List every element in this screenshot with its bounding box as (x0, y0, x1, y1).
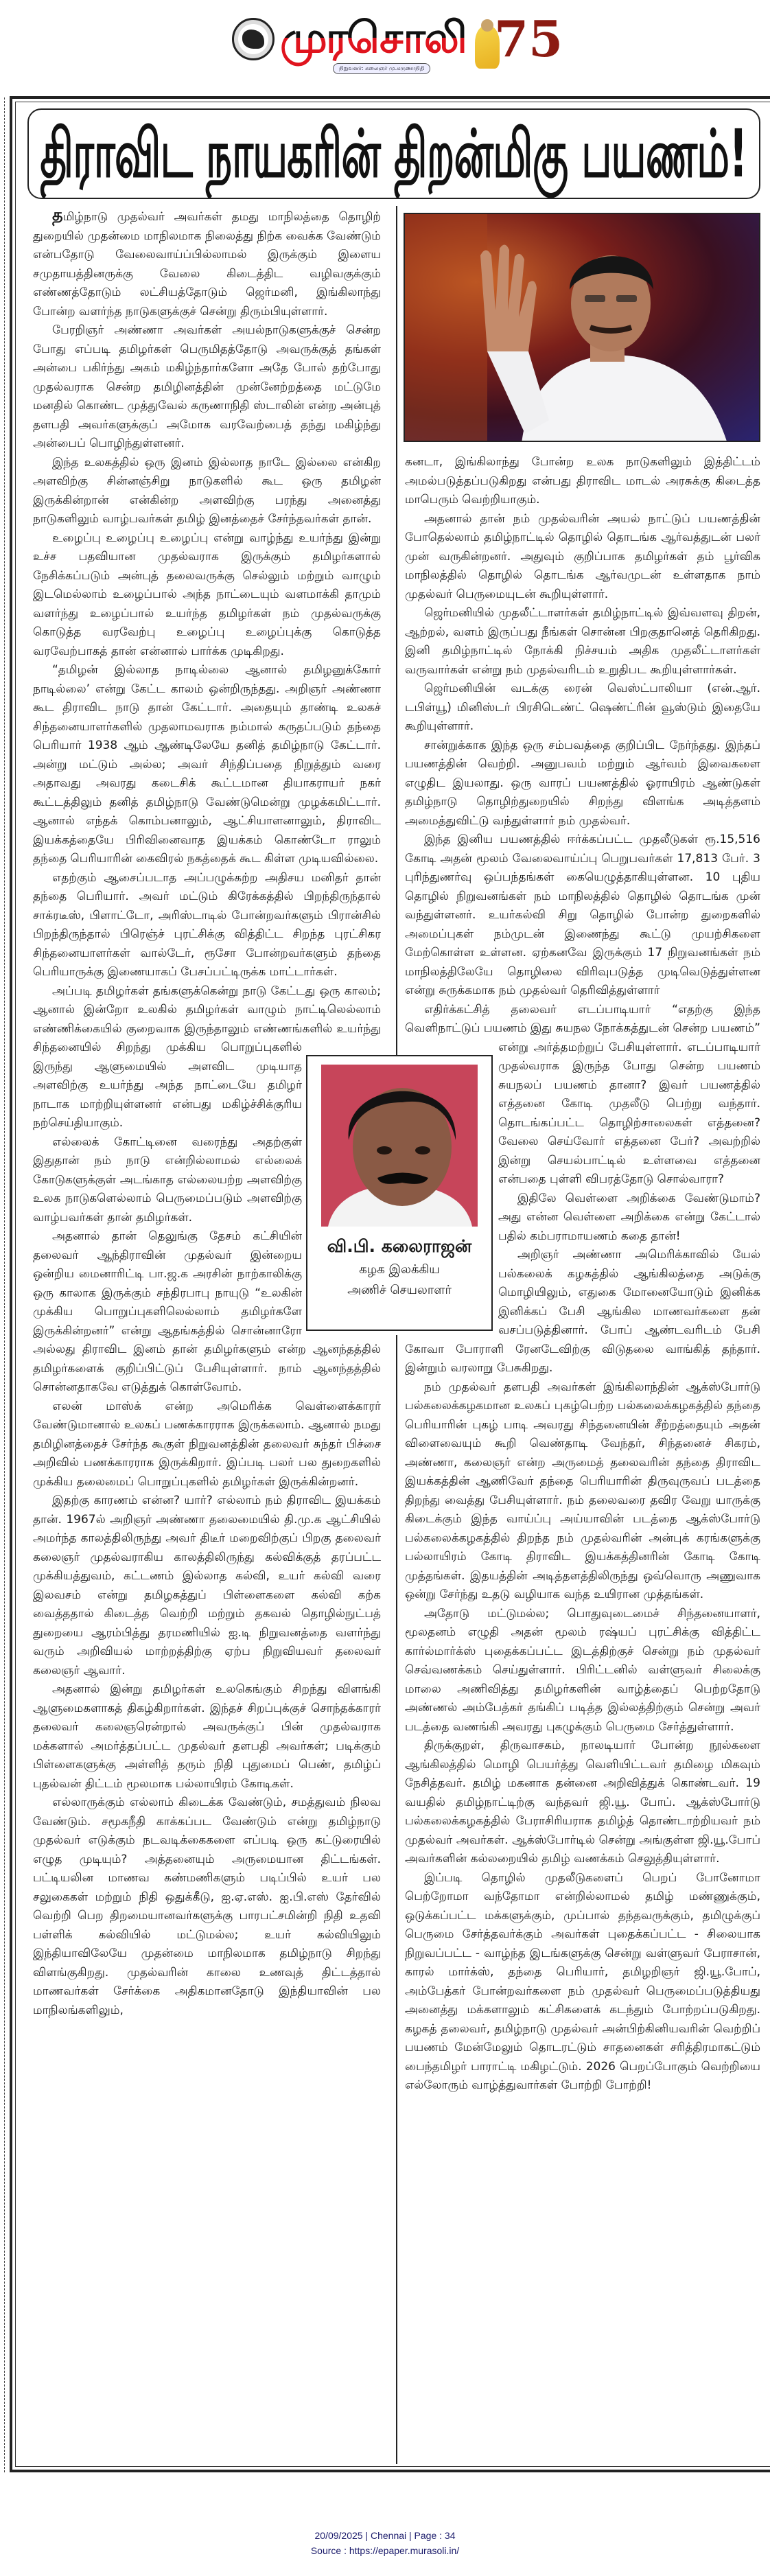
article-paragraph: நம் முதல்வர் தளபதி அவர்கள் இங்கிலாந்தின் ஆக்ஸ்போர்டு பல்கலைக்கழகமான உலகப் புகழ்பெற்ற பல்கலைக்கழகத்தில் தந்தை பெரியாரின் புகழ் பாடி அவரது சிந்தனையின் சீற்றத்தையும் அதன் விளைவையும் கூறி வெண்தாடி வேந்தர், சிந்தனைச் சிகரம், அண்ணா, கலைஞர் என்ற அருமைத் தலைவரின் தந்தை திராவிட இயக்கத்தின் ஆணிவேர் தந்தை பெரியாரின் திருவுருவப் படத்தை திறந்து வைத்து பேசியுள்ளார். நம் தலைவரை தவிர வேறு யாருக்கு கிடைக்கும் இந்த வாய்ப்பு அய்யாவின் படத்தை ஆக்ஸ்போர்டு பல்கலைக்கழகத்தில் திறந்த நம் முதல்வரின் அன்புக் கரங்களுக்கு பல்லாயிரம் கோடி திராவிட இயக்கத்தினரின் கோடி கோடி முத்தங்கள். இதயத்தின் அடித்தளத்திலிருந்து ஒவ்வொரு அணுவாக ஒன்று சேர்ந்து உதடு வழியாக வந்த உயிரான முத்தங்கள். (405, 1380, 760, 1601)
article-paragraph: அதனால் தான் தெலுங்கு தேசம் கட்சியின் தலைவர் ஆந்திராவின் முதல்வர் இன்றைய ஒன்றிய மைனாரிட்டி பா.ஜ.க அரசின் நாற்காலிக்கு ஒரு காலாக இருக்கும் சந்திரபாபு நாயுடு “உலகின் முக்கிய பொறுப்புகளிலெல்லாம் தமிழர்களே இருக்கின்றனர்” என்று ஆதங்கத்தில் சொன்னாரோ அல்லது திராவிட இனம் தான் தமிழர்களும் என்ற ஆனந்தத்தில் தமிழர்களைக் குறிப்பிட்டுப் பேசியுள்ளார். நாம் ஆனந்தத்தில் சொன்னதாகவே எடுத்துக் கொள்வோம். (33, 1229, 381, 1394)
cut-line (4, 97, 5, 2472)
source-link[interactable]: Source : https://epaper.murasoli.in/ (310, 2545, 460, 2556)
article-paragraph: பேரறிஞர் அண்ணா அவர்கள் அயல்நாடுகளுக்குச் சென்ற போது எப்படி தமிழர்கள் பெருமிதத்தோடு அவருக்குத் தங்கள் அன்பை பகிர்ந்து அகம் மகிழ்ந்தார்களோ அதே போல் தற்போது முதல்வராக சென்ற தமிழினத்தின் முன்னேற்றத்தை மட்டுமே மனதில் கொண்ட முத்துவேல் கருணாநிதி ஸ்டாலின் என்ற அன்புத் தளபதி அவர்களுக்குப் அமோக வரவேற்பைத் தந்து மகிழ்ந்து அன்பைப் பொழிந்துள்ளனர். (33, 323, 381, 450)
waving-leader-image (405, 214, 760, 442)
author-photo (321, 1065, 478, 1227)
author-role-line2: அணிச் செயலாளர் (347, 1283, 452, 1297)
author-box (306, 1055, 493, 1331)
headline: திராவிட நாயகரின் திறன்மிகு பயணம்! (40, 115, 748, 192)
article-paragraph: ஜெர்மனியின் வடக்கு ரைன் வெஸ்ட்பாலியா (என்.ஆர். டபிள்யூ) மினிஸ்டர் பிரசிடெண்ட் ஷெண்ட்ரின் வூஸ்டும் இதையே கூறியுள்ளார். (405, 682, 760, 733)
column-divider (396, 1335, 397, 2464)
chief-minister-photo (404, 213, 760, 442)
edition-info: 20/09/2025 | Chennai | Page : 34 (314, 2530, 456, 2541)
article-paragraph: இந்த இனிய பயணத்தில் ஈர்க்கப்பட்ட முதலீடுகள் ரூ.15,516 கோடி அதன் மூலம் வேலைவாய்ப்பு பெறுபவர்கள் 17,813 பேர். 3 புரிந்துணர்வு ஒப்பந்தங்கள் கையெழுத்தாகியுள்ளன. 10 புதிய தொழில் நிறுவனங்கள் நம் மாநிலத்தில் தொழில் தொடங்க முன் வந்துள்ளனர். உயர்கல்வி சிறு தொழில் போன்ற துறைகளில் அமைப்புகள் நம்முடன் இணைந்து கூட்டு முயற்சிகளை மேற்கொள்ள உள்ளன. ஏற்கனவே இருக்கும் 17 நிறுவனங்கள் நம் மாநிலத்திலேயே தொழிலை விரிவுபடுத்த முடிவெடுத்துள்ளன என்று சுருக்கமாக நம் முதல்வர் தெரிவித்துள்ளார் (405, 833, 760, 997)
article-paragraph: அதோடு மட்டுமல்ல; பொதுவுடைமைச் சிந்தனையாளர், மூலதனம் எழுதி அதன் மூலம் ரஷ்யப் புரட்சிக்கு வித்திட்ட கார்ல்மார்க்ஸ் புதைக்கப்பட்ட இடத்திற்குச் சென்று நம் முதல்வர் செவ்வணக்கம் செய்துள்ளார். பிரிட்டனில் வள்ளுவர் சிலைக்கு மாலை அணிவித்து தமிழர்களின் வாழ்த்தைப் பெற்றதோடு அண்ணல் அம்பேத்கர் தங்கிப் படித்த இல்லத்திற்கும் சென்று அவர் படத்தை வணங்கி அவரது புகழுக்கும் பெருமை சேர்த்துள்ளார். (405, 1606, 760, 1734)
article-paragraph: இதற்கு காரணம் என்ன? யார்? எல்லாம் நம் திராவிட இயக்கம் தான். 1967ல் அறிஞர் அண்ணா தலைமையில் தி.மு.க ஆட்சியில் அமர்ந்த காலத்திலிருந்து அவர் திடீர் மறைவிற்குப் பிறகு தலைவர் கலைஞர் முதல்வராகிய காலத்திலிருந்து கல்விக்குத் தரப்பட்ட முக்கியத்துவம், கட்டணம் இல்லாத கல்வி, உயர் கல்வி வரை இலவசம் என்று தமிழகத்துப் பிள்ளைகளை கல்வி கற்க வைத்ததால் கிடைத்த வெற்றி மற்றும் தகவல் தொழில்நுட்பத் துறையை ஆரம்பித்து தரமணியில் ஐ.டி நிறுவனத்தை வளர்ந்து வரும் அறிவியல் மாற்றத்திற்கு ஏற்ப நிறுவியவர் தலைவர் கலைஞர் ஆவார். (33, 1494, 381, 1678)
article-paragraph: திருக்குறள், திருவாசகம், நாலடியார் போன்ற நூல்களை ஆங்கிலத்தில் மொழி பெயர்த்து வெளியிட்டவர் தமிழை மிகவும் நேசித்தவர். தமிழ் மகனாக தன்னை அறிவித்துக் கொண்டவர். 19 வயதில் தமிழ்நாட்டிற்கு வந்தவர் ஜி.யூ. போப். ஆக்ஸ்போர்டு பல்கலைக்கழகத்தில் பேராசிரியராக தமிழ்த் தொண்டாற்றியவர் நம் முதல்வர் அவர்கள். ஆக்ஸ்போர்டில் சென்று அங்குள்ள ஜி.யூ.போப் அவர்களின் கல்லறையில் தமிழ் வணக்கம் செலுத்தியுள்ளார். (405, 1739, 760, 1866)
author-role-line1: கழக இலக்கிய (359, 1262, 440, 1277)
drop-cap: த (52, 205, 63, 224)
article-paragraph: சான்றுக்காக இந்த ஒரு சம்பவத்தை குறிப்பிட நேர்ந்தது. இந்தப் பயணத்தின் வெற்றி. அனுபவம் மற்றும் ஆர்வம் இவைகளை எழுதிட இயலாது. ஒரு வாரப் பயணத்தில் ஓராயிரம் ஆண்டுகள் தமிழ்நாடு தொழிற்துறையில் சிறந்து விளங்க அடித்தளம் அமைத்துவிட்டு வந்துள்ளார் நம் முதல்வர். (405, 738, 760, 828)
author-name: வி.பி. கலைராஜன் (327, 1236, 472, 1256)
article-paragraph: அதனால் தான் நம் முதல்வரின் அயல் நாட்டுப் பயணத்தின் போதெல்லாம் தமிழ்நாட்டில் தொழில் தொடங்க ஆர்வத்துடன் பலர் முன் வருகின்றனர். அதுவும் குறிப்பாக தமிழர்கள் தம் பூர்விக மாநிலத்தில் தொழில் தொடங்க ஆர்வமுடன் உள்ளதாக நாம் முதல்வர் பெருமையுடன் கூறியுள்ளார். (405, 511, 760, 601)
anniversary-badge (474, 10, 563, 74)
article-paragraph: அப்படி தமிழர்கள் தங்களுக்கென்று நாடு கேட்டது ஒரு காலம்; ஆனால் இன்றோ உலகில் தமிழர்கள் வாழும் நாட்டிலெல்லாம் எண்ணிக்கையில் குறைவாக இருந்தாலும் எண்ணங்களில் உயர்ந்து சிந்தனையில் சிறந்து முக்கிய பொறுப்புகளில் இருந்து ஆளுமையில் அளவிட முடியாத அளவிற்கு உயர்ந்து அந்த நாட்டையே தமிழர் நாடாக மாற்றியுள்ளனர் என்பது மகிழ்ச்சிக்குரிய நற்செய்தியாகும். (33, 984, 381, 1130)
article-paragraph: ஜெர்மனியில் முதலீட்டாளர்கள் தமிழ்நாட்டில் இவ்வளவு திறன், ஆற்றல், வளம் இருப்பது நீங்கள் சொன்ன பிறகுதானெத் தெரிகிறது. இனி தமிழ்நாட்டில் நோக்கி நிச்சயம் அதிக முதலீட்டாளர்கள் வருவார்கள் என்று நம் முதல்வரிடம் உறுதிபட கூறியுள்ளார்கள். (405, 606, 760, 677)
article-paragraph: எதிர்க்கட்சித் தலைவர் எடப்பாடியார் “எதற்கு இந்த வெளிநாட்டுப் பயணம் இது சுயநல நோக்கத்துடன் சென்ற பயணம்” என்று அர்த்தமற்றுப் பேசியுள்ளார். எடப்பாடியார் முதல்வராக இருந்த போது சென்ற பயணம் சுயநலப் பயணம் தானா? இவர் பயணத்தில் எத்தனை கோடி முதலீடு பெற்று வந்தார். தொடங்கப்பட்ட தொழிற்சாலைகள் எத்தனை? வேலை செய்வோர் எத்தனை பேர்? அவற்றில் இன்று செயல்பாட்டில் உள்ளவை எத்தனை என்பதை புள்ளி விபரத்தோடு சொல்வாரா? (405, 1002, 760, 1186)
founder-pill: நிறுவனர்: கலைஞர் மு.கருணாநிதி (333, 63, 430, 74)
article-paragraph: “தமிழன் இல்லாத நாடில்லை ஆனால் தமிழனுக்கோர் நாடில்லை’ என்று கேட்ட காலம் ஒன்றிருந்தது. அறிஞர் அண்ணா கூட திராவிட நாடு தான் கேட்டார். அதையும் தாண்டி உலகச் சிந்தனையாளர்களில் முதலாமவராக நம்மால் கருதப்படும் தந்தை பெரியார் 1938 ஆம் ஆண்டிலேயே தனித் தமிழ்நாடு கேட்டார். அன்று மட்டும் அல்ல; அவர் சிந்திப்பதை நிறுத்தும் வரை அதாவது அவரது கடைசிக் கூட்டமான தியாகராயர் நகர் கூட்டத்திலும் தனித் தமிழ்நாடு வேண்டுமென்று முழக்கமிட்டார். ஆனால் எந்தக் கொம்பனாலும், ஆட்சியாளனாலும், திராவிட இயக்கத்தையே பிரிவினைவாத இயக்கம் கொண்டோ ராலும் தந்தை பெரியாரின் கைவிரல் நகத்தைக் கூட கிள்ள முடியவில்லை. (33, 663, 381, 866)
article-paragraph: இப்படி தொழில் முதலீடுகளைப் பெறப் போனோமா பெற்றோமா வந்தோமா என்றில்லாமல் தமிழ் மண்ணுக்கும், ஒடுக்கப்பட்ட மக்களுக்கும், முப்பால் தந்தவருக்கும், தமிழுக்குப் பெருமை சேர்த்தவர்க்கும் அவர்கள் புதைக்கப்பட்ட - சிலையாக நிறுவப்பட்ட - வாழ்ந்த இடங்களுக்கு சென்று வள்ளுவர் பேராசான், காரல் மார்க்ஸ், தந்தை பெரியார், தமிழறிஞர் ஜி.யூ.போப், அம்பேத்கர் போன்றவர்களை நம் முதல்வர் பெருமைப்படுத்தியது அனைத்து மக்களாலும் கட்சிகளைக் கடந்தும் போற்றப்படுகிறது. கழகத் தலைவர், தமிழ்நாடு முதல்வர் அன்பிற்கினியவரின் வெற்றிப் பயணம் மேன்மேலும் தொடரட்டும் சாதனைகள் சரித்திரமாகட்டும் பைந்தமிழர் பாராட்டி மகிழட்டும். 2026 பெறப்போகும் வெற்றியை எல்லோரும் வாழ்த்துவார்கள் போற்றி போற்றி! (405, 1870, 760, 2092)
headline-box (27, 108, 760, 199)
column-divider (396, 206, 397, 1055)
article-paragraph: அறிஞர் அண்ணா அமெரிக்காவில் யேல் பல்கலைக் கழகத்தில் ஆங்கிலத்தை அடுக்கு மொழியிலும், எதுகை மோனையோடும் இனிக்க இனிக்கப் பேசி ஆங்கில மாணவர்களை தன் வசப்படுத்தினார். போப் ஆண்டவரிடம் பேசி கோவா போராளி ரேனடேவிற்கு விடுதலை வாங்கித் தந்தார். இன்றும் வரலாறு பேசுகிறது. (405, 1248, 760, 1375)
paragraph-text: மிழ்நாடு முதல்வர் அவர்கள் தமது மாநிலத்தை தொழிற் துறையில் முதன்மை மாநிலமாக நிலைத்து நிற்க வைக்க வேண்டும் என்பதோடு வேலைவாய்ப்பில்லாமல் இருக்கும் இளைய சமுதாயத்தினருக்கு வேலை கிடைத்திட வழிவகுக்கும் எண்ணத்தோடும் லட்சியத்தோடும் ஜெர்மனி, இங்கிலாந்து போன்ற வளர்ந்த நாடுகளுக்குச் சென்று திரும்பியுள்ளார். (33, 210, 381, 318)
article-paragraph: இந்த உலகத்தில் ஒரு இனம் இல்லாத நாடே இல்லை என்கிற அளவிற்கு சின்னஞ்சிறு நாடுகளில் கூட ஒரு தமிழன் இருக்கின்றான் என்கின்ற அளவிற்கு பரந்து அனைத்து நாடுகளிலும் வாழ்பவர்கள் தமிழ் இனத்தைச் சேர்ந்தவர்கள் தான். (33, 455, 381, 526)
article-paragraph: அதனால் இன்று தமிழர்கள் உலகெங்கும் சிறந்து விளங்கி ஆளுமைகளாகத் திகழ்கிறார்கள். இந்தச் சிறப்புக்குச் சொந்தக்காரர் தலைவர் கலைஞரென்றால் அவருக்குப் பின் முதல்வராக மக்களால் அமர்த்தப்பட்ட முதல்வர் தளபதி அவர்கள்; படிக்கும் பிள்ளைகளுக்கு அள்ளித் தரும் நிதி புதுமைப் பெண், தமிழ்ப் புதல்வன் திட்டம் மூலமாக பல்லாயிரம் கோடிகள். (33, 1682, 381, 1791)
article-paragraph (33, 206, 381, 321)
article-paragraph: எல்லைக் கோட்டினை வரைந்து அதற்குள் இதுதான் நம் நாடு என்றில்லாமல் எல்லைக் கோடுகளுக்குள் அடங்காத எல்லையற்ற அளவிற்கு உலக நாடுகளெல்லாம் பெருமைப்படும் அளவிற்கு வாழ்பவர்கள் தான் தமிழர்கள். (33, 1135, 302, 1225)
masthead (226, 5, 563, 74)
article-paragraph: எலன் மாஸ்க் என்ற அமெரிக்க வெள்ளைக்காரர் வேண்டுமானால் உலகப் பணக்காரராக இருக்கலாம். ஆனால் நமது தமிழினத்தைச் சேர்ந்த கூகுள் நிறுவனத்தின் தலைவர் சுந்தர் பிச்சை அறிவில் பணக்காரராக இருக்கிறார். இப்படி பலர் பல துறைகளில் முக்கிய தலைமைப் பொறுப்புகளில் தமிழர்கள் இருக்கின்றனர். (33, 1399, 381, 1489)
newspaper-logo: முரசொலி (280, 8, 466, 67)
article-paragraph: இதிலே வெள்ளை அறிக்கை வேண்டுமாம்? அது என்ன வெள்ளை அறிக்கை என்று கேட்டால் பதில் கம்பராமாயணம் கதை தான்! (498, 1191, 760, 1243)
article-paragraph: உழைப்பு உழைப்பு உழைப்பு என்று வாழ்ந்து உயர்ந்து இன்று உச்ச பதவியான முதல்வராக இருக்கும் தமிழர்களால் நேசிக்கப்படும் அன்புத் தலைவருக்கு செல்லும் மற்றும் வாழும் இடமெல்லாம் உழைப்பால் அந்த நாட்டையும் வளமாக்கி தாமும் வளர்ந்து உழைப்பால் உயர்ந்த தமிழர்கள் நம் முதல்வருக்கு கொடுத்த வரவேற்பு உழைப்பு உழைப்புக்கு கொடுத்த வரவேற்பாகத் தான் என்னால் பார்க்க முடிகிறது. (33, 531, 381, 658)
article-paragraph: கனடா, இங்கிலாந்து போன்ற உலக நாடுகளிலும் இத்திட்டம் அமல்படுத்தப்படுகிறது என்பது திராவிட மாடல் அரசுக்கு கிடைத்த மாபெரும் வெற்றியாகும். (405, 455, 760, 507)
article-paragraph: எதற்கும் ஆசைப்படாத அப்பழுக்கற்ற அதிசய மனிதர் தான் தந்தை பெரியார். அவர் மட்டும் கிரேக்கத்தில் பிறந்திருந்தால் சாக்ரடீஸ், பிளாட்டோ, அரிஸ்டாடில் போன்றவர்களும் பிரான்சில் பிறந்திருந்தால் பிரெஞ்ச் புரட்சிக்கு வித்திட்ட சிறந்த புரட்சிகர சிந்தனையாளர்கள் வால்டேர், ரூசோ போன்றவர்களும் தந்தை பெரியாருக்கு இணையாகப் பேசப்பட்டிருக்க மாட்டார்கள். (33, 870, 381, 979)
party-emblem-icon (232, 18, 275, 60)
author-portrait-image (321, 1065, 478, 1227)
article-paragraph: எல்லாருக்கும் எல்லாம் கிடைக்க வேண்டும், சமத்துவம் நிலவ வேண்டும். சமூகநீதி காக்கப்பட வேண்டும் என்று தமிழ்நாடு முதல்வர் எடுக்கும் நடவடிக்கைகளை எப்படி ஒரு கட்டுரையில் எழுத முடியும்? அத்தனையும் அருமையான திட்டங்கள். பட்டியலின மாணவ கண்மணிகளும் படிப்பில் உயர் பல சலுகைகள் மற்றும் நிதி ஒதுக்கீடு, ஐ.ஏ.எஸ். ஐ.பி.எஸ் தேர்வில் வெற்றி பெற திறமையானவர்களுக்கு பாரபட்சமின்றி நிதி உதவி பள்ளிக் கல்வியில் மட்டுமல்ல; உயர் கல்வியிலும் இந்தியாவிலேயே முதன்மை மாநிலமாக தமிழ்நாடு சிறந்து விளங்குகிறது. முதல்வரின் காலை உணவுத் திட்டத்தால் மாணவர்கள் சேர்க்கை அதிகமானதோடு இந்தியாவின் பல மாநிலங்களிலும், (33, 1796, 381, 2017)
anniversary-number: 75 (494, 10, 563, 68)
